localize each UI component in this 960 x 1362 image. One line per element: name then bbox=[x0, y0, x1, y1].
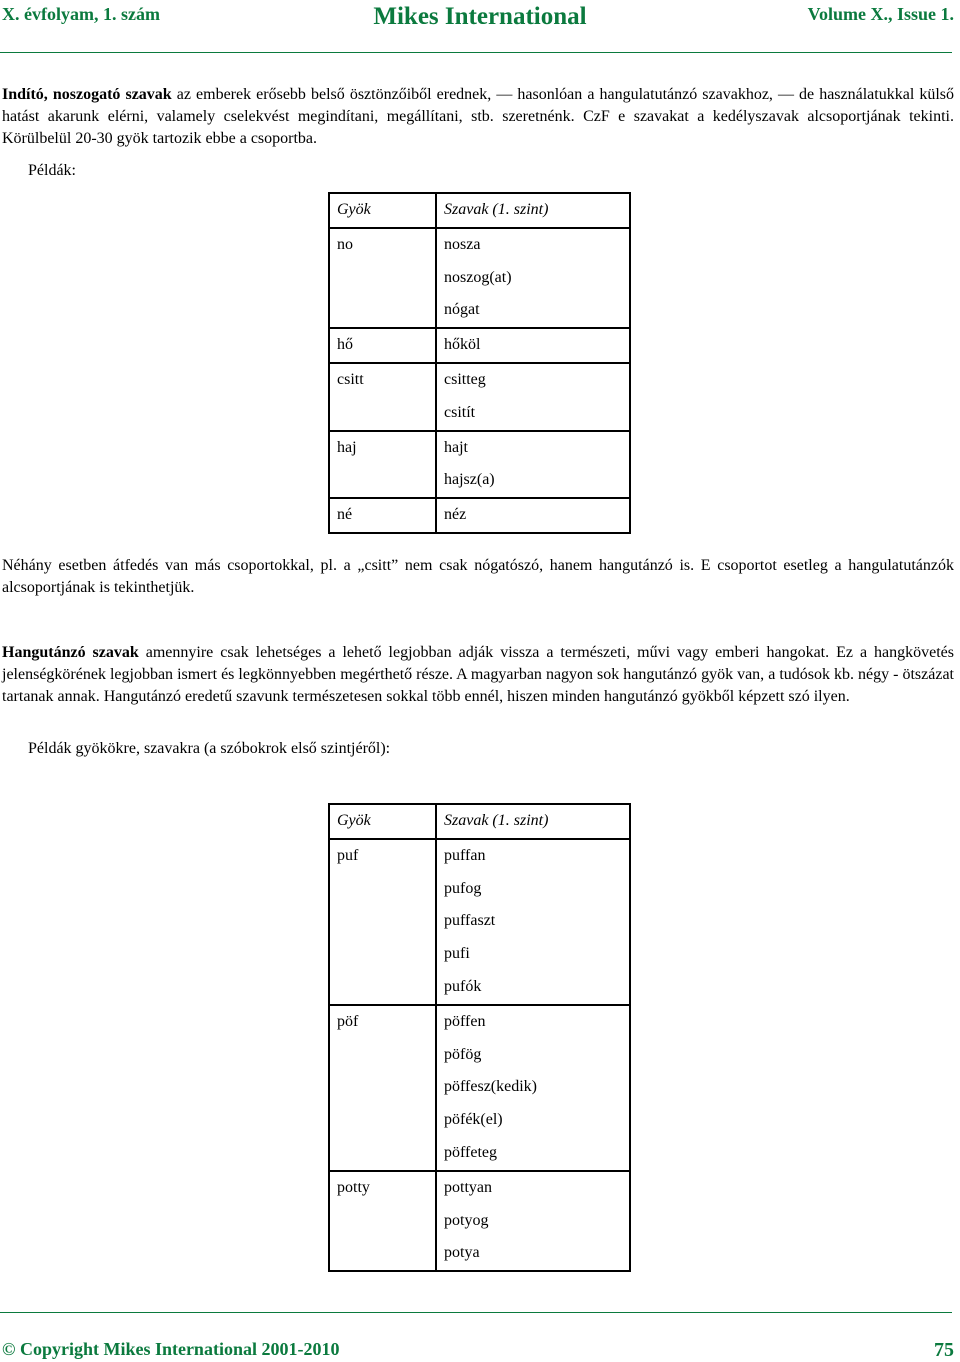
derived-word: potyog bbox=[444, 1211, 489, 1229]
table-header-row bbox=[329, 193, 630, 228]
column-header-root: Gyök bbox=[337, 812, 371, 829]
term-hangutanzo-szavak: Hangutánzó szavak bbox=[2, 644, 139, 661]
derived-word: csitteg bbox=[444, 370, 486, 388]
table-header-row bbox=[329, 804, 630, 839]
table-row bbox=[329, 839, 630, 1005]
derived-word: néz bbox=[444, 506, 467, 524]
table-row bbox=[329, 1171, 630, 1271]
root-word: no bbox=[337, 235, 353, 253]
table-row bbox=[329, 328, 630, 363]
page-number: 75 bbox=[934, 1339, 954, 1361]
derived-word: pöffen bbox=[444, 1012, 486, 1030]
words-cell bbox=[436, 328, 630, 363]
root-word: pöf bbox=[337, 1012, 359, 1030]
copyright: © Copyright Mikes International 2001-2010 bbox=[2, 1339, 340, 1359]
journal-title: Mikes International bbox=[373, 3, 587, 30]
header-rule bbox=[0, 52, 952, 53]
root-cell bbox=[329, 498, 436, 533]
journal-issue-hu: X. évfolyam, 1. szám bbox=[2, 4, 160, 24]
table-row bbox=[329, 1005, 630, 1171]
derived-word: noszog(at) bbox=[444, 268, 512, 286]
examples-label: Példák: bbox=[28, 162, 76, 179]
examples-label: Példák gyökökre, szavakra (a szóbokrok első szintjéről): bbox=[28, 740, 391, 757]
words-cell bbox=[436, 431, 630, 499]
derived-word: pöfög bbox=[444, 1045, 482, 1063]
derived-word: pufók bbox=[444, 977, 482, 995]
words-cell bbox=[436, 839, 630, 1005]
table-row bbox=[329, 498, 630, 533]
derived-word: pöffeteg bbox=[444, 1143, 498, 1161]
paragraph-overlap-note: Néhány esetben átfedés van más csoportokkal, pl. a „csitt” nem csak nógatószó, hanem hangutánzó is. E csoportot esetleg a hangulatutánzók alcsoportjának is tekinthetjük. bbox=[2, 557, 954, 596]
roots-table-1 bbox=[328, 192, 631, 534]
derived-word: nógat bbox=[444, 301, 480, 319]
paragraph-text: az emberek erősebb belső ösztönzőiből erednek, — hasonlóan a hangulatutánzó szavakhoz, — de használatukkal külső hatást akarunk elérni, valamely cselekvést megindítani, megállítani, stb. szeretnénk. CzF e szavakat a kedélyszavak alcsoportjának tekinti. Körülbelül 20-30 gyök tartozik ebbe a csoportba. bbox=[2, 86, 955, 147]
root-cell bbox=[329, 839, 436, 1005]
root-word: csitt bbox=[337, 370, 364, 388]
root-word: hő bbox=[337, 336, 353, 354]
header-cell-words bbox=[436, 804, 630, 839]
header-cell-words bbox=[436, 193, 630, 228]
column-header-words: Szavak (1. szint) bbox=[444, 201, 549, 218]
derived-word: potya bbox=[444, 1244, 480, 1262]
derived-word: nosza bbox=[444, 235, 481, 253]
root-cell bbox=[329, 1171, 436, 1271]
words-cell bbox=[436, 228, 630, 328]
derived-word: pufi bbox=[444, 945, 470, 963]
page-footer bbox=[2, 1337, 954, 1361]
derived-word: pöfék(el) bbox=[444, 1111, 503, 1129]
root-word: né bbox=[337, 506, 353, 524]
root-cell bbox=[329, 228, 436, 328]
table-row bbox=[329, 363, 630, 431]
root-cell bbox=[329, 363, 436, 431]
page-header bbox=[0, 4, 960, 36]
term-indito-szavak: Indító, noszogató szavak bbox=[2, 86, 172, 103]
derived-word: hajsz(a) bbox=[444, 471, 495, 489]
table-row bbox=[329, 228, 630, 328]
roots-table-2 bbox=[328, 803, 631, 1272]
root-cell bbox=[329, 328, 436, 363]
footer-rule bbox=[0, 1312, 952, 1313]
derived-word: pufog bbox=[444, 879, 482, 897]
header-cell-root bbox=[329, 193, 436, 228]
root-word: haj bbox=[337, 438, 357, 456]
words-cell bbox=[436, 1005, 630, 1171]
root-word: puf bbox=[337, 846, 359, 864]
words-cell bbox=[436, 498, 630, 533]
journal-issue-en: Volume X., Issue 1. bbox=[807, 4, 954, 24]
derived-word: pöffesz(kedik) bbox=[444, 1078, 537, 1096]
words-cell bbox=[436, 1171, 630, 1271]
header-cell-root bbox=[329, 804, 436, 839]
table-row bbox=[329, 431, 630, 499]
derived-word: hajt bbox=[444, 438, 468, 456]
paragraph-indito-szavak bbox=[2, 84, 954, 150]
root-cell bbox=[329, 1005, 436, 1171]
paragraph-hangutanzo-szavak bbox=[2, 642, 954, 708]
column-header-root: Gyök bbox=[337, 201, 371, 218]
paragraph-text: amennyire csak lehetséges a lehető legjobban adják vissza a természeti, művi vagy emberi hangokat. Ez a hangkövetés jelenségkörének legjobban ismert és legkönnyebben megérthető része. A magyarban nagyon sok hangutánzó gyök van, a tudósok kb. négy - ötszázat tartanak annak. Hangutánzó eredetű szavunk természetesen sokkal több ennél, hiszen minden hangutánzó gyökből képzett szó ilyen. bbox=[2, 644, 954, 705]
derived-word: puffaszt bbox=[444, 912, 496, 930]
root-word: potty bbox=[337, 1178, 370, 1196]
root-cell bbox=[329, 431, 436, 499]
words-cell bbox=[436, 363, 630, 431]
derived-word: pottyan bbox=[444, 1178, 492, 1196]
derived-word: puffan bbox=[444, 846, 486, 864]
derived-word: hőköl bbox=[444, 336, 481, 354]
column-header-words: Szavak (1. szint) bbox=[444, 812, 549, 829]
derived-word: csitít bbox=[444, 403, 476, 421]
